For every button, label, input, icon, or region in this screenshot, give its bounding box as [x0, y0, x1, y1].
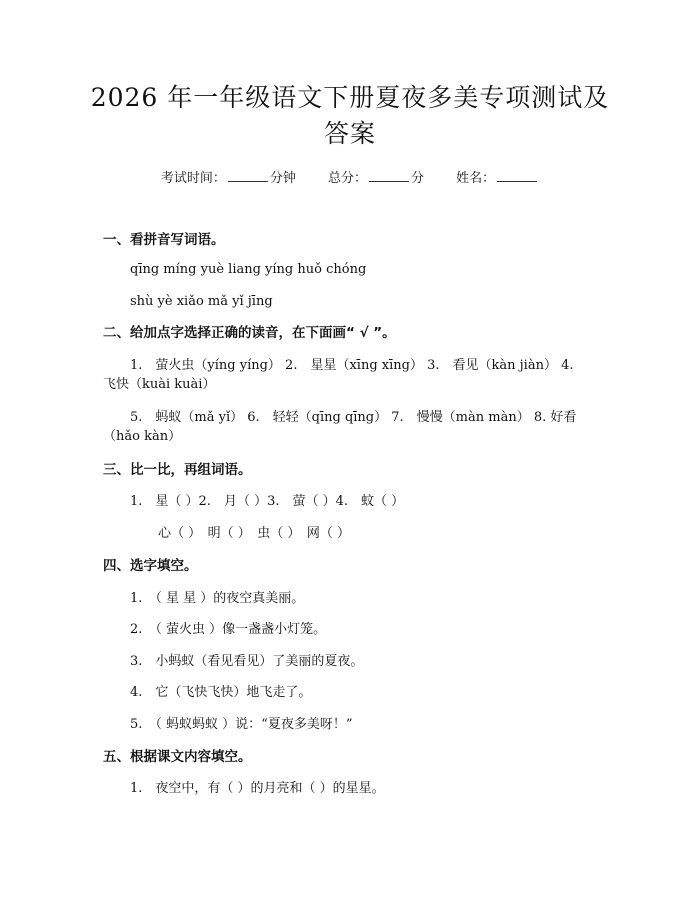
fill-item-3: 3. 小蚂蚁（看见看见）了美丽的夏夜。 [130, 654, 364, 669]
document-title [60, 80, 640, 152]
compare-row-1: 1. 星（ ）2. 月（ ）3. 萤（ ）4. 蚊（ ） [130, 494, 405, 509]
exam-score-label: 总分： [327, 171, 367, 186]
exam-time [161, 169, 296, 188]
exam-score-unit: 分 [411, 171, 425, 186]
exam-meta [0, 169, 700, 188]
exam-time-blank [228, 169, 268, 182]
reading-row-1-cont: 飞快（kuài kuài） [103, 377, 216, 392]
exam-score [328, 169, 424, 188]
exam-name-blank [497, 169, 537, 182]
fill-item-5: 5. （ 蚂蚁蚂蚁 ）说：“夏夜多美呀！” [130, 717, 353, 732]
title-line-2: 答案 [323, 119, 376, 148]
section-5-heading: 五、根据课文内容填空。 [103, 749, 252, 765]
section-4-heading: 四、选字填空。 [103, 558, 198, 574]
fill-item-2: 2. （ 萤火虫 ）像一盏盏小灯笼。 [130, 622, 327, 637]
pinyin-line-2: shù yè xiǎo mǎ yǐ jīng [130, 294, 273, 309]
section-3-heading: 三、比一比，再组词语。 [103, 462, 252, 478]
section-2-heading: 二、给加点字选择正确的读音，在下面画“ √ ”。 [103, 325, 396, 341]
content-fill-item-1: 1. 夜空中，有（ ）的月亮和（ ）的星星。 [130, 781, 385, 796]
exam-score-blank [369, 169, 409, 182]
fill-item-4: 4. 它（飞快飞快）地飞走了。 [130, 685, 312, 700]
pinyin-line-1: qīng míng yuè liang yíng huǒ chóng [130, 262, 367, 277]
reading-row-2: 5. 蚂蚁（mǎ yǐ） 6. 轻轻（qīng qīng） 7. 慢慢（màn màn） 8. 好看 [130, 410, 577, 425]
exam-time-unit: 分钟 [269, 171, 296, 186]
fill-item-1: 1. （ 星 星 ）的夜空真美丽。 [130, 591, 305, 606]
title-line-1: 2026 年一年级语文下册夏夜多美专项测试及 [90, 83, 610, 112]
reading-row-1: 1. 萤火虫（yíng yíng） 2. 星星（xīng xīng） 3. 看见（kàn jiàn） 4. [130, 358, 574, 373]
exam-time-label: 考试时间： [160, 171, 226, 186]
exam-name-label: 姓名： [456, 171, 496, 186]
reading-row-2-cont: （hǎo kàn） [103, 429, 182, 444]
exam-name [456, 169, 539, 188]
compare-row-2: 心（ ） 明（ ） 虫（ ） 网（ ） [158, 526, 351, 541]
section-1-heading: 一、看拼音写词语。 [103, 232, 225, 248]
